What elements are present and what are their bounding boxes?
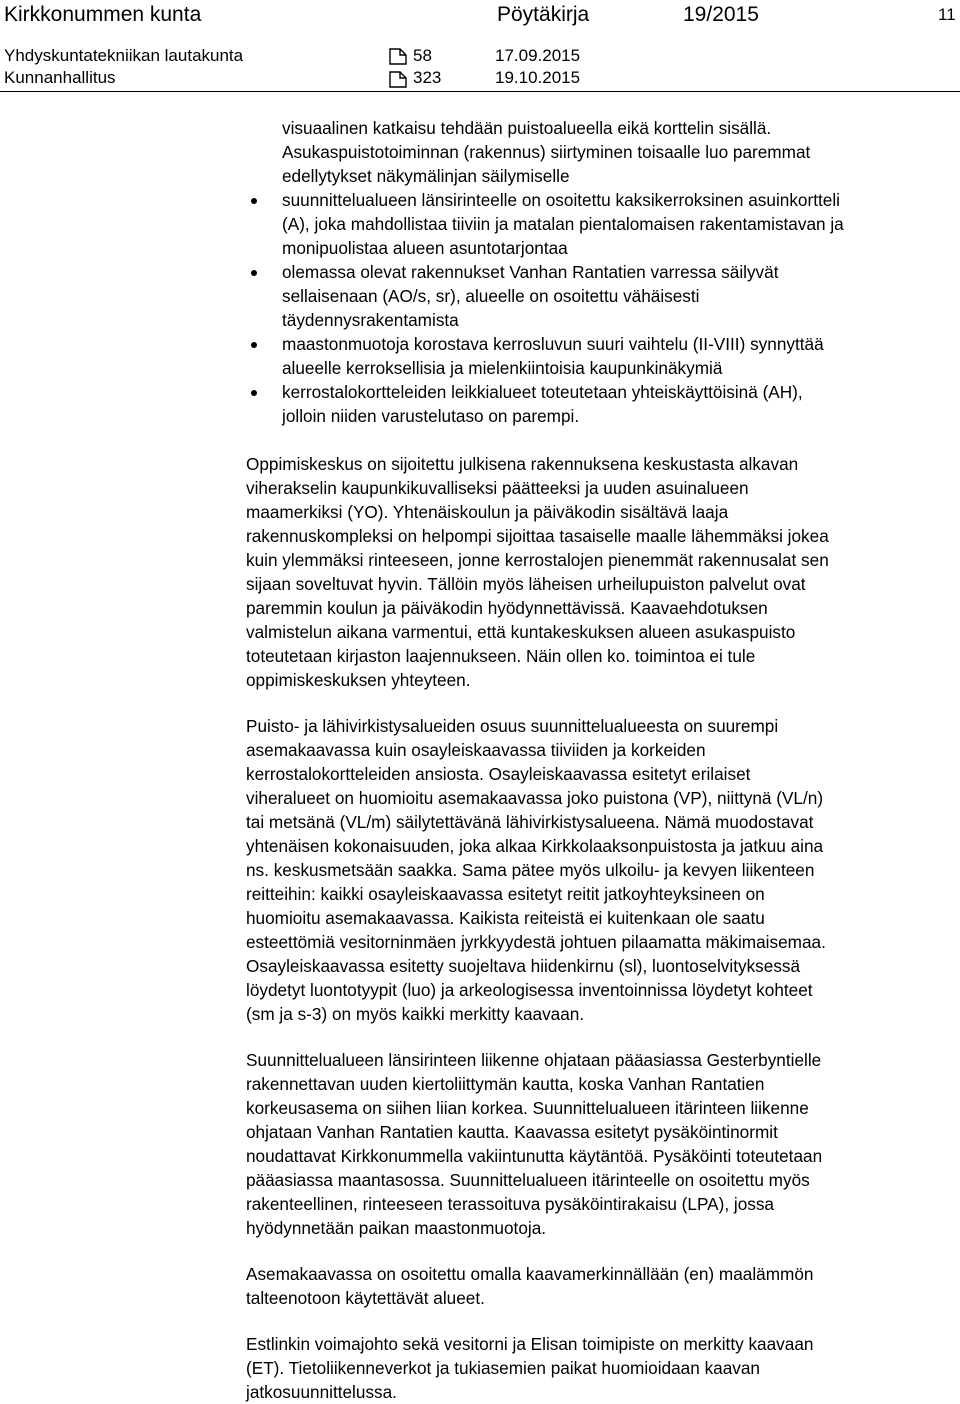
bullet-line: kerrostalokortteleiden leikkialueet toteutetaan yhteiskäyttöisinä (AH), bbox=[282, 382, 803, 402]
text-line: edellytykset näkymälinjan säilymiselle bbox=[282, 166, 570, 186]
text-line: oppimiskeskuksen yhteyteen. bbox=[246, 670, 471, 690]
text-line: Puisto- ja lähivirkistysalueiden osuus suunnittelualueesta on suurempi bbox=[246, 716, 779, 736]
header-divider bbox=[0, 91, 960, 92]
meeting-date: 17.09.2015 bbox=[495, 46, 581, 65]
text-line: Asemakaavassa on osoitettu omalla kaavamerkinnällään (en) maalämmön bbox=[246, 1264, 814, 1284]
text-line: maamerkiksi (YO). Yhtenäiskoulun ja päiväkodin sisältävä laaja bbox=[246, 502, 729, 522]
bullet-icon bbox=[251, 342, 257, 348]
meeting-body: Yhdyskuntatekniikan lautakunta bbox=[4, 46, 244, 65]
page-number: 11 bbox=[938, 5, 956, 24]
text-line: reitteihin: kaikki osayleiskaavassa esitetyt reitit jatkoyhteyksineen on bbox=[246, 884, 765, 904]
text-line: noudattavat Kirkkonummella vakiintunutta käytäntöä. Pysäköinti toteutetaan bbox=[246, 1146, 823, 1166]
bullet-line: monipuolistaa alueen asuntotarjontaa bbox=[282, 238, 568, 258]
text-line: kuin ylemmäksi rinteeseen, jonne kerrostalojen pienemmät rakennusalat sen bbox=[246, 550, 829, 570]
text-line: pääasiassa maantasossa. Suunnittelualueen itärinteelle on osoitettu myös bbox=[246, 1170, 810, 1190]
text-line: viheralueet on huomioitu asemakaavassa joko puistona (VP), niittynä (VL/n) bbox=[246, 788, 824, 808]
meeting-body: Kunnanhallitus bbox=[4, 68, 116, 87]
bullet-line: olemassa olevat rakennukset Vanhan Rantatien varressa säilyvät bbox=[282, 262, 779, 282]
text-line: toteutetaan kirjaston laajennukseen. Näin ollen ko. toimintoa ei tule bbox=[246, 646, 756, 666]
bullet-icon bbox=[251, 198, 257, 204]
bullet-line: täydennysrakentamista bbox=[282, 310, 459, 330]
text-line: Suunnittelualueen länsirinteen liikenne ohjataan pääasiassa Gesterbyntielle bbox=[246, 1050, 822, 1070]
text-line: visuaalinen katkaisu tehdään puistoalueella eikä korttelin sisällä. bbox=[282, 118, 772, 138]
text-line: korkeusasema on siihen liian korkea. Suunnittelualueen itärinteen liikenne bbox=[246, 1098, 809, 1118]
text-line: Oppimiskeskus on sijoitettu julkisena rakennuksena keskustasta alkavan bbox=[246, 454, 799, 474]
bullet-line: sellaisenaan (AO/s, sr), alueelle on osoitettu vähäisesti bbox=[282, 286, 700, 306]
text-line: Estlinkin voimajohto sekä vesitorni ja Elisan toimipiste on merkitty kaavaan bbox=[246, 1334, 814, 1354]
meeting-date: 19.10.2015 bbox=[495, 68, 581, 87]
bullet-line: maastonmuotoja korostava kerrosluvun suuri vaihtelu (II-VIII) synnyttää bbox=[282, 334, 824, 354]
document-icon bbox=[389, 71, 407, 88]
bullet-line: jolloin niiden varustelutaso on parempi. bbox=[282, 406, 580, 426]
document-type: Pöytäkirja bbox=[497, 3, 590, 26]
text-line: ns. keskusmetsään saakka. Sama pätee myös ulkoilu- ja kevyen liikenteen bbox=[246, 860, 815, 880]
bullet-icon bbox=[251, 270, 257, 276]
document-icon bbox=[389, 48, 407, 65]
text-line: paremmin koulun ja päiväkodin hyödynnettävissä. Kaavaehdotuksen bbox=[246, 598, 768, 618]
text-line: talteenotoon käytettävät alueet. bbox=[246, 1288, 485, 1308]
bullet-line: alueelle kerroksellisia ja mielenkiintoisia kaupunkinäkymiä bbox=[282, 358, 723, 378]
bullet-icon bbox=[251, 390, 257, 396]
text-line: rakennettavan uuden kiertoliittymän kautta, koska Vanhan Rantatien bbox=[246, 1074, 765, 1094]
text-line: ohjataan Vanhan Rantatien kautta. Kaavassa esitetyt pysäköintinormit bbox=[246, 1122, 778, 1142]
municipality-name: Kirkkonummen kunta bbox=[4, 3, 202, 26]
text-line: (sm ja s-3) on myös kaikki merkitty kaavaan. bbox=[246, 1004, 585, 1024]
text-line: Osayleiskaavassa esitetty suojeltava hiidenkirnu (sl), luontoselvityksessä bbox=[246, 956, 801, 976]
meeting-section: 323 bbox=[413, 68, 442, 87]
text-line: hyödynnetään paikan maastonmuotoja. bbox=[246, 1218, 547, 1238]
text-line: viherakselin kaupunkikuvalliseksi päätteeksi ja uuden asuinalueen bbox=[246, 478, 749, 498]
document-number: 19/2015 bbox=[683, 3, 759, 26]
text-line: rakenteellinen, rinteeseen terassoituva pysäköintirakaisu (LPA), jossa bbox=[246, 1194, 774, 1214]
text-line: valmistelun aikana varmentui, että kuntakeskuksen alueen asukaspuisto bbox=[246, 622, 796, 642]
text-line: esteettömiä vesitorninmäen jyrkkyydestä johtuen pilaamatta mäkimaisemaa. bbox=[246, 932, 826, 952]
text-line: sijaan soveltuvat hyvin. Tällöin myös läheisen urheilupuiston palvelut ovat bbox=[246, 574, 806, 594]
meeting-section: 58 bbox=[413, 46, 432, 65]
text-line: kerrostalokortteleiden ansiosta. Osayleiskaavassa esitetyt erilaiset bbox=[246, 764, 751, 784]
text-line: rakennuskompleksi on helpompi sijoittaa tasaiselle maalle lähemmäksi jokea bbox=[246, 526, 829, 546]
text-line: jatkosuunnittelussa. bbox=[246, 1382, 397, 1402]
text-line: tai metsänä (VL/m) säilytettävänä lähivirkistysalueena. Nämä muodostavat bbox=[246, 812, 814, 832]
text-line: löydetyt luontotyypit (luo) ja arkeologisessa inventoinnissa löydetyt kohteet bbox=[246, 980, 813, 1000]
text-line: yhtenäisen kokonaisuuden, joka alkaa Kirkkolaaksonpuistosta ja jatkuu aina bbox=[246, 836, 824, 856]
text-line: huomioitu asemakaavassa. Kaikista reiteistä ei kuitenkaan ole saatu bbox=[246, 908, 765, 928]
text-line: (ET). Tietoliikenneverkot ja tukiasemien paikat huomioidaan kaavan bbox=[246, 1358, 760, 1378]
text-line: Asukaspuistotoiminnan (rakennus) siirtyminen toisaalle luo paremmat bbox=[282, 142, 811, 162]
text-line: asemakaavassa kuin osayleiskaavassa tiiviiden ja korkeiden bbox=[246, 740, 706, 760]
bullet-line: suunnittelualueen länsirinteelle on osoitettu kaksikerroksinen asuinkortteli bbox=[282, 190, 840, 210]
bullet-line: (A), joka mahdollistaa tiiviin ja matalan pientalomaisen rakentamistavan ja bbox=[282, 214, 844, 234]
